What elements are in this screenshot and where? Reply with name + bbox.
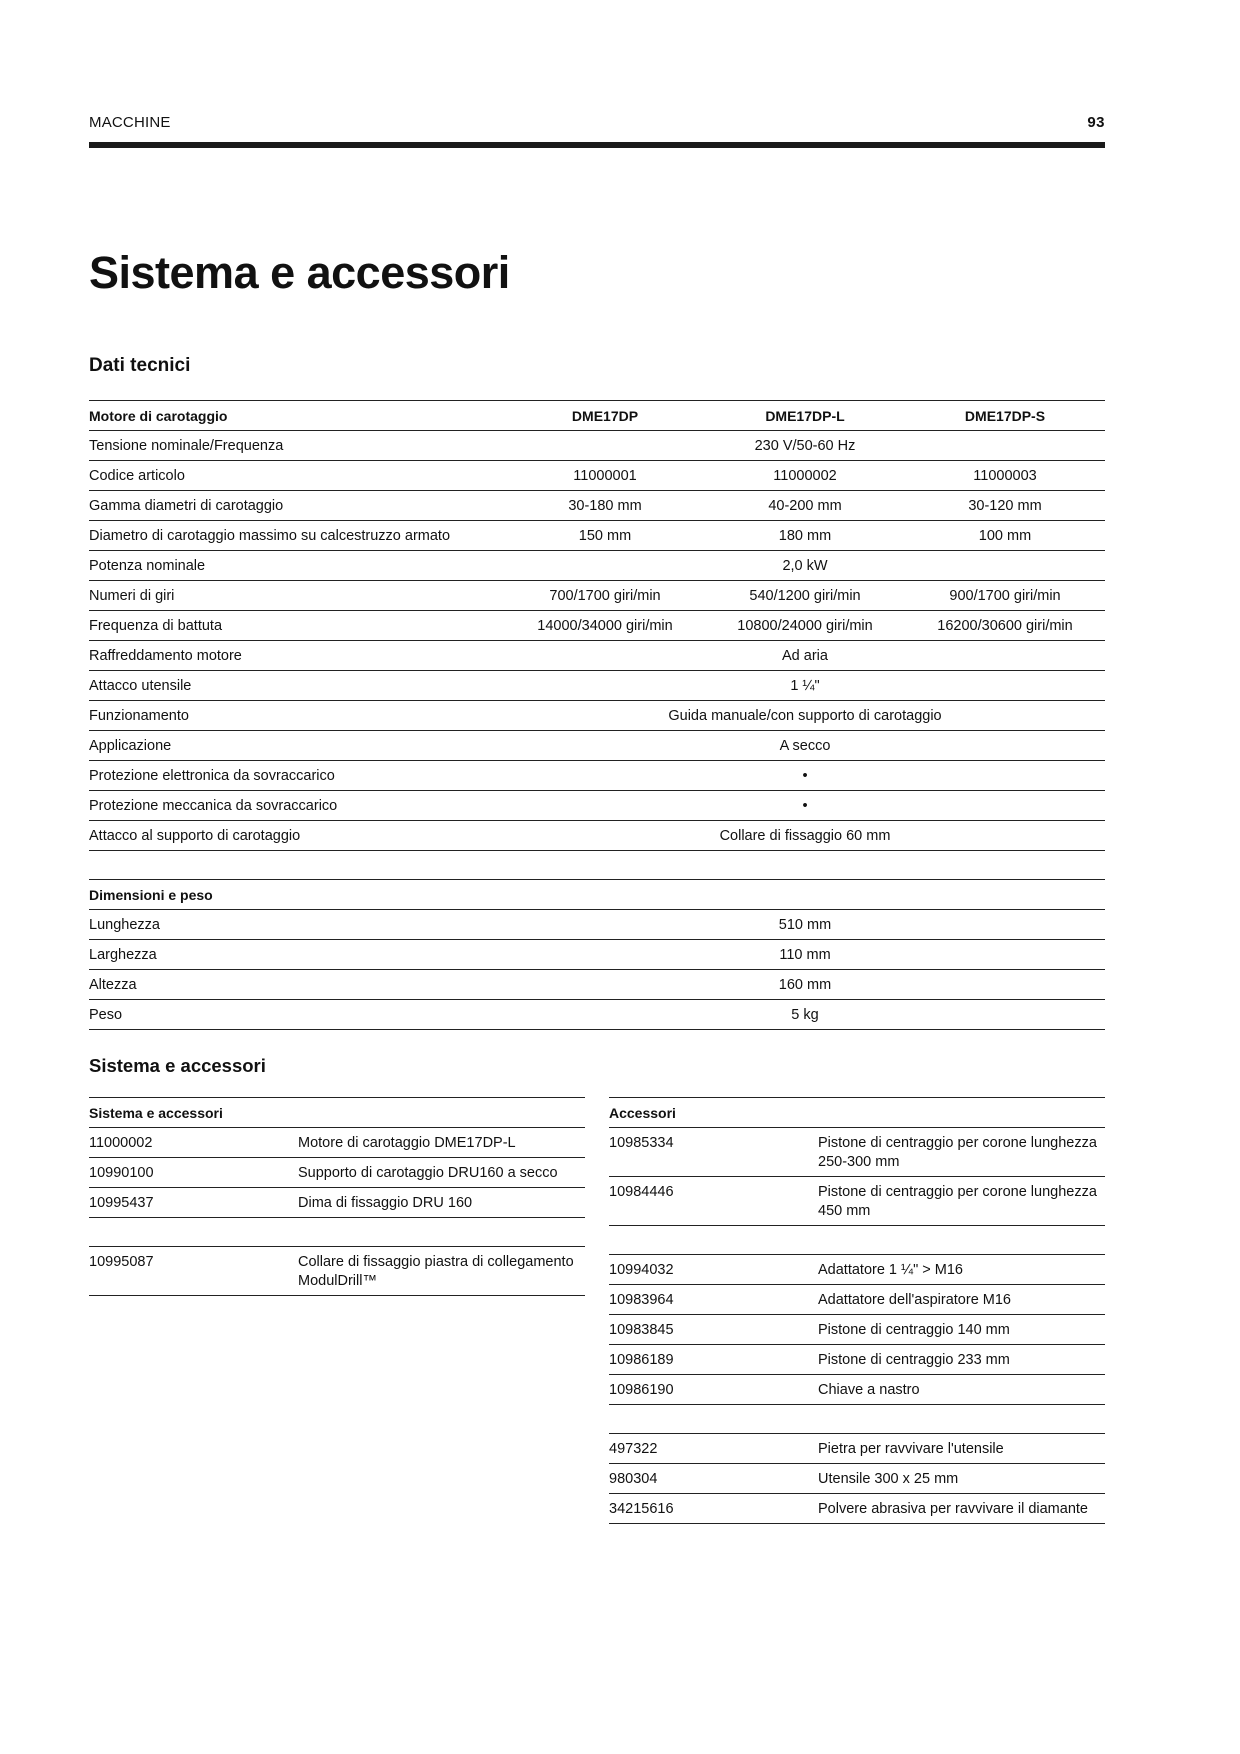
table-row bbox=[89, 521, 1105, 551]
row-label: Applicazione bbox=[89, 731, 505, 761]
table-header-row bbox=[89, 401, 1105, 431]
list-item bbox=[89, 1128, 585, 1158]
item-description: Pietra per ravvivare l'utensile bbox=[818, 1434, 1105, 1464]
spacer-cell bbox=[609, 1226, 1105, 1255]
item-description: Motore di carotaggio DME17DP-L bbox=[298, 1128, 585, 1158]
list-item bbox=[609, 1255, 1105, 1285]
row-label: Protezione meccanica da sovraccarico bbox=[89, 791, 505, 821]
row-value: 2,0 kW bbox=[505, 551, 1105, 581]
row-label: Peso bbox=[89, 1000, 505, 1030]
item-description: Adattatore dell'aspiratore M16 bbox=[818, 1285, 1105, 1315]
item-code: 10984446 bbox=[609, 1177, 818, 1226]
row-label: Attacco al supporto di carotaggio bbox=[89, 821, 505, 851]
item-code: 34215616 bbox=[609, 1494, 818, 1524]
system-header-row bbox=[89, 1098, 585, 1128]
row-value: 11000002 bbox=[705, 461, 905, 491]
row-label: Attacco utensile bbox=[89, 671, 505, 701]
row-value: 10800/24000 giri/min bbox=[705, 611, 905, 641]
row-value: 510 mm bbox=[505, 910, 1105, 940]
item-code: 10995087 bbox=[89, 1247, 298, 1296]
spacer-cell bbox=[89, 851, 1105, 880]
row-label: Potenza nominale bbox=[89, 551, 505, 581]
row-label: Altezza bbox=[89, 970, 505, 1000]
row-value: 700/1700 giri/min bbox=[505, 581, 705, 611]
row-value: A secco bbox=[505, 731, 1105, 761]
table-row bbox=[89, 581, 1105, 611]
row-value: 160 mm bbox=[505, 970, 1105, 1000]
row-value: 180 mm bbox=[705, 521, 905, 551]
item-description: Pistone di centraggio per corone lunghezza 250-300 mm bbox=[818, 1128, 1105, 1177]
item-code: 10986189 bbox=[609, 1345, 818, 1375]
row-label: Larghezza bbox=[89, 940, 505, 970]
list-item bbox=[609, 1177, 1105, 1226]
row-value: 30-120 mm bbox=[905, 491, 1105, 521]
item-code: 497322 bbox=[609, 1434, 818, 1464]
tech-data-heading: Dati tecnici bbox=[89, 355, 191, 376]
row-value: 540/1200 giri/min bbox=[705, 581, 905, 611]
row-value: 11000001 bbox=[505, 461, 705, 491]
item-code: 11000002 bbox=[89, 1128, 298, 1158]
item-code: 10990100 bbox=[89, 1158, 298, 1188]
item-description: Pistone di centraggio 140 mm bbox=[818, 1315, 1105, 1345]
table-row bbox=[89, 791, 1105, 821]
dimensions-header-row bbox=[89, 880, 1105, 910]
row-value: 110 mm bbox=[505, 940, 1105, 970]
table-row bbox=[89, 940, 1105, 970]
row-value: 100 mm bbox=[905, 521, 1105, 551]
spacer-row bbox=[609, 1405, 1105, 1434]
row-label: Lunghezza bbox=[89, 910, 505, 940]
section-label: MACCHINE bbox=[89, 114, 171, 131]
row-value: • bbox=[505, 761, 1105, 791]
table-row bbox=[89, 491, 1105, 521]
system-table bbox=[89, 1097, 585, 1296]
item-description: Adattatore 1 ¼" > M16 bbox=[818, 1255, 1105, 1285]
page-number: 93 bbox=[1087, 114, 1105, 131]
header-rule bbox=[89, 142, 1105, 148]
item-code: 10983845 bbox=[609, 1315, 818, 1345]
row-value: Ad aria bbox=[505, 641, 1105, 671]
row-label: Gamma diametri di carotaggio bbox=[89, 491, 505, 521]
dimensions-heading: Dimensioni e peso bbox=[89, 880, 1105, 910]
column-header: DME17DP-L bbox=[705, 401, 905, 431]
table-row bbox=[89, 431, 1105, 461]
item-description: Utensile 300 x 25 mm bbox=[818, 1464, 1105, 1494]
row-label: Tensione nominale/Frequenza bbox=[89, 431, 505, 461]
row-label: Raffreddamento motore bbox=[89, 641, 505, 671]
row-label: Codice articolo bbox=[89, 461, 505, 491]
item-code: 10986190 bbox=[609, 1375, 818, 1405]
list-item bbox=[89, 1188, 585, 1218]
item-description: Supporto di carotaggio DRU160 a secco bbox=[298, 1158, 585, 1188]
row-value: 230 V/50-60 Hz bbox=[505, 431, 1105, 461]
list-item bbox=[609, 1494, 1105, 1524]
row-value: Guida manuale/con supporto di carotaggio bbox=[505, 701, 1105, 731]
row-value: • bbox=[505, 791, 1105, 821]
row-value: 40-200 mm bbox=[705, 491, 905, 521]
item-code: 10995437 bbox=[89, 1188, 298, 1218]
row-value: 14000/34000 giri/min bbox=[505, 611, 705, 641]
row-value: 900/1700 giri/min bbox=[905, 581, 1105, 611]
row-label: Protezione elettronica da sovraccarico bbox=[89, 761, 505, 791]
spacer-row bbox=[89, 851, 1105, 880]
table-row bbox=[89, 970, 1105, 1000]
item-code: 10983964 bbox=[609, 1285, 818, 1315]
table-row bbox=[89, 761, 1105, 791]
table-row bbox=[89, 551, 1105, 581]
column-header: DME17DP-S bbox=[905, 401, 1105, 431]
item-description: Dima di fissaggio DRU 160 bbox=[298, 1188, 585, 1218]
system-heading: Sistema e accessori bbox=[89, 1055, 266, 1076]
item-description: Pistone di centraggio 233 mm bbox=[818, 1345, 1105, 1375]
list-item bbox=[609, 1285, 1105, 1315]
row-value: 11000003 bbox=[905, 461, 1105, 491]
row-value: 1 ¼" bbox=[505, 671, 1105, 701]
list-item bbox=[609, 1315, 1105, 1345]
row-label: Diametro di carotaggio massimo su calcestruzzo armato bbox=[89, 521, 505, 551]
table-row bbox=[89, 821, 1105, 851]
system-table-heading: Sistema e accessori bbox=[89, 1098, 585, 1128]
column-header: DME17DP bbox=[505, 401, 705, 431]
item-description: Polvere abrasiva per ravvivare il diamante bbox=[818, 1494, 1105, 1524]
table-row bbox=[89, 461, 1105, 491]
list-item bbox=[89, 1158, 585, 1188]
table-row bbox=[89, 731, 1105, 761]
row-value: Collare di fissaggio 60 mm bbox=[505, 821, 1105, 851]
table-row bbox=[89, 1000, 1105, 1030]
row-label: Frequenza di battuta bbox=[89, 611, 505, 641]
running-header bbox=[89, 114, 1105, 134]
column-header: Motore di carotaggio bbox=[89, 401, 505, 431]
item-code: 10985334 bbox=[609, 1128, 818, 1177]
list-item bbox=[609, 1128, 1105, 1177]
row-value: 30-180 mm bbox=[505, 491, 705, 521]
accessories-header-row bbox=[609, 1098, 1105, 1128]
spacer-row bbox=[89, 1218, 585, 1247]
table-row bbox=[89, 701, 1105, 731]
list-item bbox=[89, 1247, 585, 1296]
tech-data-table bbox=[89, 400, 1105, 1030]
accessories-table-heading: Accessori bbox=[609, 1098, 1105, 1128]
item-description: Chiave a nastro bbox=[818, 1375, 1105, 1405]
row-value: 16200/30600 giri/min bbox=[905, 611, 1105, 641]
row-label: Funzionamento bbox=[89, 701, 505, 731]
table-row bbox=[89, 671, 1105, 701]
spacer-row bbox=[609, 1226, 1105, 1255]
row-label: Numeri di giri bbox=[89, 581, 505, 611]
row-value: 5 kg bbox=[505, 1000, 1105, 1030]
item-description: Collare di fissaggio piastra di collegamento ModulDrill™ bbox=[298, 1247, 585, 1296]
accessories-table bbox=[609, 1097, 1105, 1524]
page-title: Sistema e accessori bbox=[89, 247, 510, 298]
table-row bbox=[89, 641, 1105, 671]
spacer-cell bbox=[89, 1218, 585, 1247]
table-row bbox=[89, 910, 1105, 940]
item-code: 10994032 bbox=[609, 1255, 818, 1285]
list-item bbox=[609, 1464, 1105, 1494]
list-item bbox=[609, 1375, 1105, 1405]
spacer-cell bbox=[609, 1405, 1105, 1434]
item-code: 980304 bbox=[609, 1464, 818, 1494]
table-row bbox=[89, 611, 1105, 641]
list-item bbox=[609, 1345, 1105, 1375]
item-description: Pistone di centraggio per corone lunghezza 450 mm bbox=[818, 1177, 1105, 1226]
list-item bbox=[609, 1434, 1105, 1464]
row-value: 150 mm bbox=[505, 521, 705, 551]
